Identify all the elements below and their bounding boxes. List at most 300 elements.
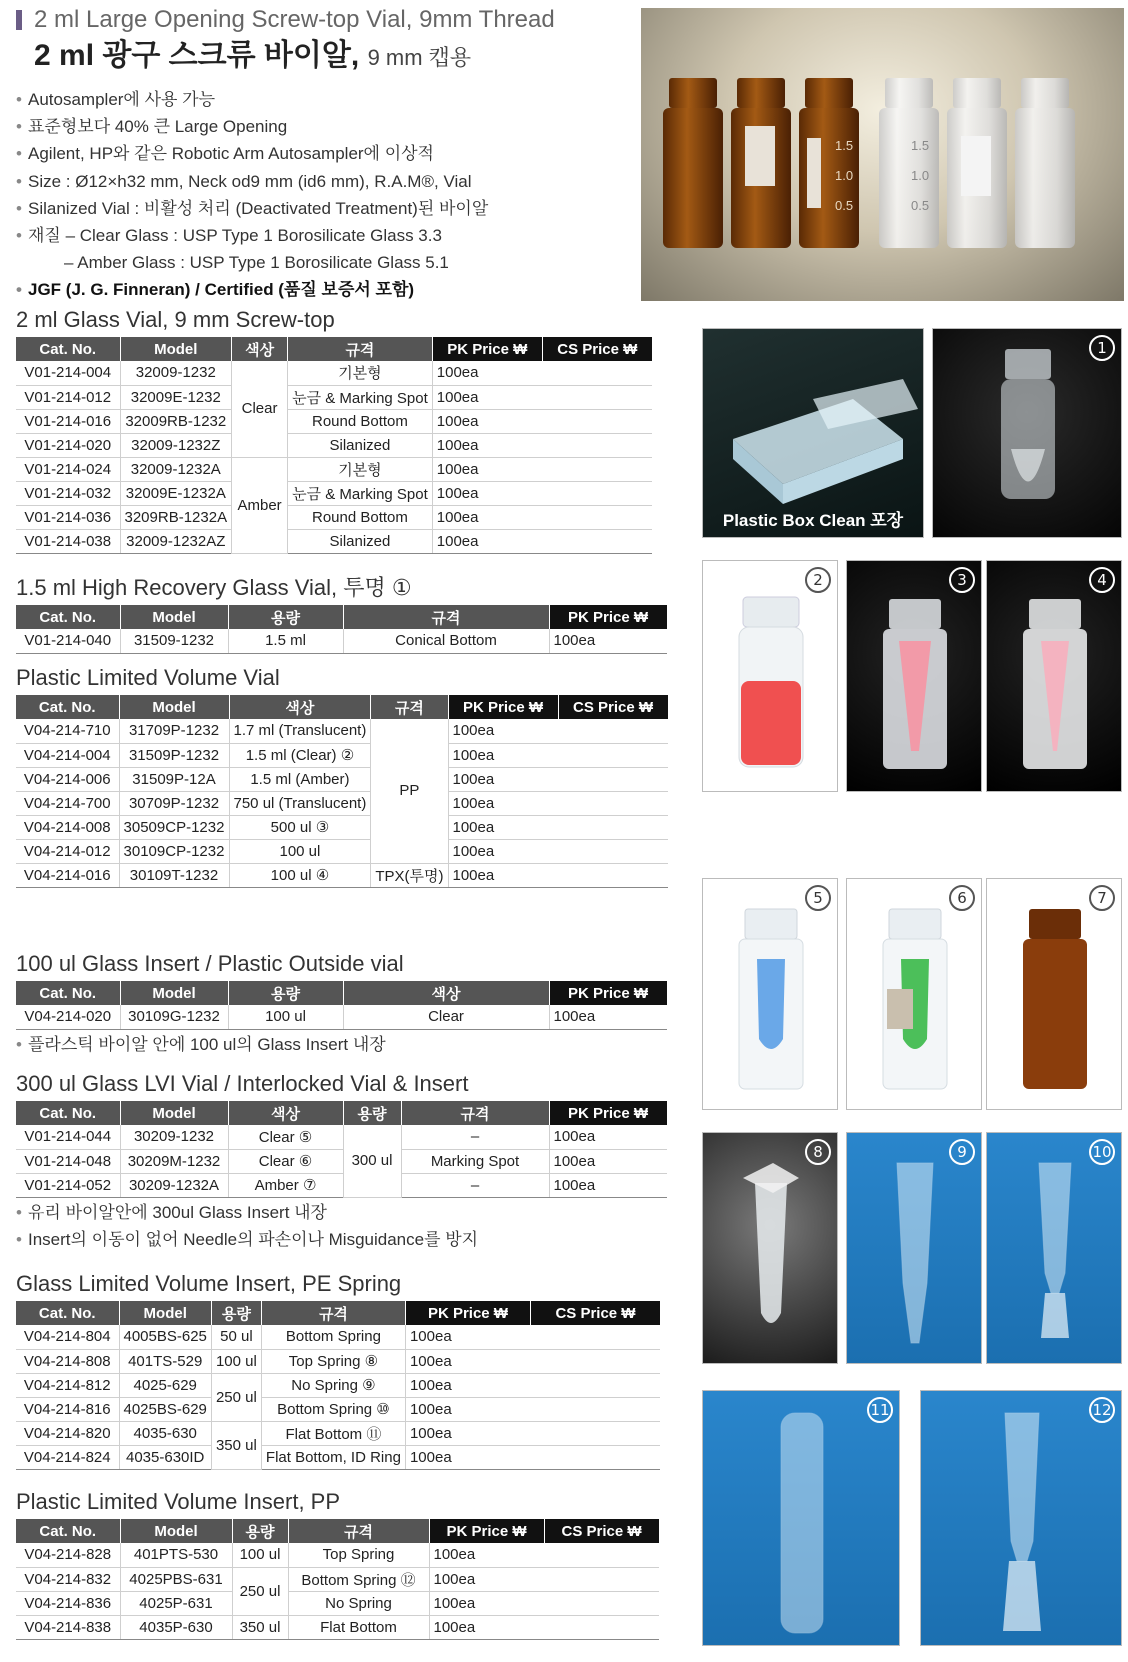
table-row (16, 457, 652, 481)
cell-cs (530, 1325, 660, 1349)
section-high-recovery-vial (16, 574, 668, 654)
cell-model: 4005BS-625 (119, 1325, 211, 1349)
col-header: Model (120, 337, 232, 361)
section-2ml-glass-vial (16, 306, 653, 554)
col-header: 색상 (229, 695, 371, 719)
table-row (16, 767, 668, 791)
spec-table (16, 1519, 660, 1640)
table-row (16, 743, 668, 767)
table-row (16, 1349, 660, 1373)
vial-illustration (933, 329, 1122, 538)
cell-cat-no: V01-214-044 (16, 1125, 120, 1149)
col-header: 색상 (228, 1101, 343, 1125)
cell-pk: 100ea (448, 815, 558, 839)
table-row (16, 1325, 660, 1349)
col-header: 용량 (343, 1101, 401, 1125)
col-header: Cat. No. (16, 1301, 119, 1325)
cell-cat-no: V01-214-038 (16, 529, 120, 553)
cell-model: 32009RB-1232 (120, 409, 232, 433)
photo-vial-3 (846, 560, 982, 792)
cell-spec: No Spring ⑨ (261, 1373, 405, 1397)
cell-cat-no: V01-214-016 (16, 409, 120, 433)
table-row (16, 1567, 659, 1591)
photo-insert-10 (986, 1132, 1122, 1364)
cell-cat-no: V01-214-012 (16, 385, 120, 409)
cell-cs (544, 1615, 659, 1639)
cell-cs (544, 1591, 659, 1615)
table-header-row (16, 1519, 659, 1543)
cell-volume: 300 ul (343, 1125, 401, 1197)
cell-spec: 눈금 & Marking Spot (288, 385, 433, 409)
col-header: PK Price ₩ (549, 605, 667, 629)
col-header: 규격 (288, 1519, 429, 1543)
cell-spec: 기본형 (288, 361, 433, 385)
col-header: 색상 (343, 981, 549, 1005)
cell-pk: 100ea (549, 1125, 667, 1149)
cell-cat-no: V04-214-828 (16, 1543, 120, 1567)
cell-pk: 100ea (405, 1445, 530, 1469)
hero-vials-photo (641, 8, 1124, 301)
cell-model: 30709P-1232 (119, 791, 229, 815)
cell-pk: 100ea (405, 1421, 530, 1445)
col-header: CS Price ₩ (558, 695, 668, 719)
cell-cs (542, 409, 652, 433)
col-header: 규격 (261, 1301, 405, 1325)
cell-cs (542, 433, 652, 457)
cell-spec: Round Bottom (288, 505, 433, 529)
cell-pk: 100ea (549, 1005, 667, 1029)
spec-table (16, 981, 668, 1030)
cell-model: 32009-1232A (120, 457, 232, 481)
hero-mark-text: 1.5 (835, 138, 854, 153)
cell-cat-no: V04-214-020 (16, 1005, 120, 1029)
cell-spec: Silanized (288, 433, 433, 457)
cell-cat-no: V01-214-024 (16, 457, 120, 481)
cell-cs (542, 385, 652, 409)
cell-spec: Bottom Spring ⑫ (288, 1567, 429, 1591)
table-row (16, 529, 652, 553)
col-header: Cat. No. (16, 981, 120, 1005)
cell-model: 4025P-631 (120, 1591, 232, 1615)
feature-item: • 재질 – Clear Glass : USP Type 1 Borosilicate Glass 3.3 (16, 222, 646, 249)
cell-cat-no: V04-214-820 (16, 1421, 119, 1445)
col-header: PK Price ₩ (405, 1301, 530, 1325)
cell-spec: Round Bottom (288, 409, 433, 433)
cell-color: 1.5 ml (Clear) ② (229, 743, 371, 767)
spec-table (16, 695, 669, 888)
cell-volume: 350 ul (232, 1615, 288, 1639)
table-row (16, 385, 652, 409)
table-header-row (16, 605, 667, 629)
vial-illustration (847, 879, 982, 1110)
cell-cs (544, 1543, 659, 1567)
cell-color: Clear ⑥ (228, 1149, 343, 1173)
cell-cat-no: V04-214-710 (16, 719, 119, 743)
feature-list (16, 86, 646, 304)
cell-model: 30209-1232A (120, 1173, 228, 1197)
amber-vial-1 (663, 78, 723, 248)
cell-color: 100 ul ④ (229, 863, 371, 887)
cell-pk: 100ea (432, 505, 542, 529)
table-row (16, 1125, 667, 1149)
photo-insert-9 (846, 1132, 982, 1364)
cell-cs (542, 361, 652, 385)
cell-cs (558, 791, 668, 815)
col-header: PK Price ₩ (432, 337, 542, 361)
cell-cat-no: V04-214-832 (16, 1567, 120, 1591)
cell-model: 30109T-1232 (119, 863, 229, 887)
section-title: Plastic Limited Volume Vial (16, 665, 280, 690)
title-korean-sub: 9 mm 캡용 (367, 45, 472, 70)
section-title: 1.5 ml High Recovery Glass Vial, 투명 ① (16, 575, 412, 600)
photo-vial-6 (846, 878, 982, 1110)
table-row (16, 1373, 660, 1397)
cell-model: 4035P-630 (120, 1615, 232, 1639)
cell-cat-no: V01-214-020 (16, 433, 120, 457)
cell-pk: 100ea (405, 1325, 530, 1349)
photo-number: 8 (805, 1139, 831, 1165)
spec-table (16, 337, 653, 554)
photo-number: 3 (949, 567, 975, 593)
cell-pk: 100ea (429, 1615, 544, 1639)
cell-color: Amber ⑦ (228, 1173, 343, 1197)
table-row (16, 1591, 659, 1615)
section-plastic-lv-vial (16, 664, 669, 888)
cell-cat-no: V04-214-008 (16, 815, 119, 839)
hero-mark-text: 0.5 (911, 198, 930, 213)
table-row (16, 481, 652, 505)
cell-cs (558, 863, 668, 887)
table-row (16, 361, 652, 385)
spec-table (16, 605, 668, 654)
cell-color: 500 ul ③ (229, 815, 371, 839)
cell-cs (530, 1421, 660, 1445)
col-header: 규격 (343, 605, 549, 629)
photo-number: 5 (805, 885, 831, 911)
col-header: 규격 (401, 1101, 549, 1125)
feature-item: • Agilent, HP와 같은 Robotic Arm Autosampler에 이상적 (16, 140, 646, 167)
col-header: 용량 (232, 1519, 288, 1543)
cell-spec: PP (371, 719, 448, 863)
cell-color: 1.5 ml (Amber) (229, 767, 371, 791)
photo-vial-1 (932, 328, 1122, 538)
cell-cat-no: V04-214-004 (16, 743, 119, 767)
table-row (16, 719, 668, 743)
cell-cat-no: V01-214-052 (16, 1173, 120, 1197)
table-row (16, 863, 668, 887)
col-header: 용량 (228, 981, 343, 1005)
col-header: CS Price ₩ (544, 1519, 659, 1543)
cell-model: 4025BS-629 (119, 1397, 211, 1421)
cell-spec: Top Spring (288, 1543, 429, 1567)
cell-pk: 100ea (432, 433, 542, 457)
insert-illustration (921, 1391, 1122, 1646)
cell-cat-no: V01-214-048 (16, 1149, 120, 1173)
cell-model: 31509P-1232 (119, 743, 229, 767)
cell-color: Amber (232, 457, 288, 553)
photo-plastic-box (702, 328, 924, 538)
table-row (16, 791, 668, 815)
table-row (16, 1397, 660, 1421)
hero-mark-text: 1.0 (911, 168, 930, 183)
col-header: 규격 (371, 695, 448, 719)
photo-number: 4 (1089, 567, 1115, 593)
insert-illustration (987, 1133, 1122, 1364)
feature-item: • Size : Ø12×h32 mm, Neck od9 mm (id6 mm), R.A.M®, Vial (16, 168, 646, 195)
cell-pk: 100ea (405, 1349, 530, 1373)
cell-cat-no: V04-214-808 (16, 1349, 119, 1373)
col-header: 용량 (211, 1301, 261, 1325)
cell-cs (542, 481, 652, 505)
col-header: CS Price ₩ (530, 1301, 660, 1325)
col-header: Model (120, 605, 228, 629)
cell-pk: 100ea (448, 791, 558, 815)
cell-spec: Flat Bottom, ID Ring (261, 1445, 405, 1469)
cell-model: 32009E-1232 (120, 385, 232, 409)
title-english: 2 ml Large Opening Screw-top Vial, 9mm Thread (16, 4, 646, 36)
cell-model: 32009E-1232A (120, 481, 232, 505)
cell-cat-no: V04-214-816 (16, 1397, 119, 1421)
note-text: • 유리 바이알안에 300ul Glass Insert 내장 (16, 1199, 668, 1226)
cell-model: 4025PBS-631 (120, 1567, 232, 1591)
col-header: 용량 (228, 605, 343, 629)
section-title: Plastic Limited Volume Insert, PP (16, 1489, 341, 1514)
title-korean (16, 36, 646, 78)
section-glass-lv-insert (16, 1270, 661, 1470)
cell-model: 30209M-1232 (120, 1149, 228, 1173)
note-text: • Insert의 이동이 없어 Needle의 파손이나 Misguidance를 방지 (16, 1226, 668, 1253)
cell-cs (558, 815, 668, 839)
cell-model: 4025-629 (119, 1373, 211, 1397)
table-header-row (16, 1301, 660, 1325)
cell-spec: Top Spring ⑧ (261, 1349, 405, 1373)
cell-model: 401TS-529 (119, 1349, 211, 1373)
page-header (16, 4, 646, 78)
cell-spec: – (401, 1173, 549, 1197)
cell-volume: 100 ul (228, 1005, 343, 1029)
cell-pk: 100ea (432, 457, 542, 481)
cell-color: 750 ul (Translucent) (229, 791, 371, 815)
note-text: • 플라스틱 바이알 안에 100 ul의 Glass Insert 내장 (16, 1031, 668, 1058)
cell-cs (558, 743, 668, 767)
cell-cat-no: V04-214-016 (16, 863, 119, 887)
vial-illustration (987, 561, 1122, 792)
cell-spec: Flat Bottom (288, 1615, 429, 1639)
cell-color: Clear ⑤ (228, 1125, 343, 1149)
cell-model: 30509CP-1232 (119, 815, 229, 839)
section-lvi-vial (16, 1070, 668, 1253)
table-row (16, 1173, 667, 1197)
col-header: Model (120, 1519, 232, 1543)
section-glass-insert-plastic-vial (16, 950, 668, 1058)
cell-pk: 100ea (432, 385, 542, 409)
cell-pk: 100ea (405, 1373, 530, 1397)
feature-item: • Silanized Vial : 비활성 처리 (Deactivated Treatment)된 바이알 (16, 195, 646, 222)
cell-color: Clear (343, 1005, 549, 1029)
hero-mark-text: 0.5 (835, 198, 854, 213)
cell-model: 31509P-12A (119, 767, 229, 791)
col-header: Model (119, 1301, 211, 1325)
section-title: 300 ul Glass LVI Vial / Interlocked Vial & Insert (16, 1071, 469, 1096)
cell-spec: Bottom Spring (261, 1325, 405, 1349)
cell-pk: 100ea (432, 481, 542, 505)
cell-model: 32009-1232 (120, 361, 232, 385)
cell-volume: 50 ul (211, 1325, 261, 1349)
table-header-row (16, 695, 668, 719)
cell-cs (558, 767, 668, 791)
cell-cs (558, 719, 668, 743)
section-title: 2 ml Glass Vial, 9 mm Screw-top (16, 307, 335, 332)
cell-cat-no: V01-214-036 (16, 505, 120, 529)
col-header: Cat. No. (16, 605, 120, 629)
clear-vial-2 (947, 78, 1007, 248)
photo-number: 9 (949, 1139, 975, 1165)
cell-model: 32009-1232AZ (120, 529, 232, 553)
cell-cs (530, 1349, 660, 1373)
photo-insert-8 (702, 1132, 838, 1364)
cell-volume: 100 ul (211, 1349, 261, 1373)
photo-number: 10 (1089, 1139, 1115, 1165)
cell-color: 100 ul (229, 839, 371, 863)
cell-pk: 100ea (432, 529, 542, 553)
cell-pk: 100ea (429, 1591, 544, 1615)
feature-item: – Amber Glass : USP Type 1 Borosilicate Glass 5.1 (64, 253, 449, 273)
col-header: Model (120, 981, 228, 1005)
table-row (16, 1005, 667, 1029)
cell-model: 3209RB-1232A (120, 505, 232, 529)
vial-illustration (987, 879, 1122, 1110)
col-header: PK Price ₩ (549, 981, 667, 1005)
photo-insert-11 (702, 1390, 900, 1646)
photo-number: 6 (949, 885, 975, 911)
cell-model: 4035-630 (119, 1421, 211, 1445)
spec-table (16, 1301, 661, 1470)
cell-cat-no: V01-214-040 (16, 629, 120, 653)
spec-table (16, 1101, 668, 1198)
cell-volume: 100 ul (232, 1543, 288, 1567)
cell-spec: Bottom Spring ⑩ (261, 1397, 405, 1421)
cell-pk: 100ea (549, 1149, 667, 1173)
photo-vial-4 (986, 560, 1122, 792)
col-header: 색상 (232, 337, 288, 361)
cell-model: 32009-1232Z (120, 433, 232, 457)
cell-pk: 100ea (448, 743, 558, 767)
table-row (16, 409, 652, 433)
insert-illustration (703, 1391, 900, 1646)
cell-cat-no: V04-214-824 (16, 1445, 119, 1469)
photo-number: 11 (867, 1397, 893, 1423)
cell-spec: 눈금 & Marking Spot (288, 481, 433, 505)
col-header: PK Price ₩ (448, 695, 558, 719)
photo-number: 7 (1089, 885, 1115, 911)
feature-item: • Autosampler에 사용 가능 (16, 86, 646, 113)
col-header: 규격 (288, 337, 433, 361)
cell-pk: 100ea (549, 629, 667, 653)
cell-cs (558, 839, 668, 863)
table-header-row (16, 337, 652, 361)
cell-spec: Silanized (288, 529, 433, 553)
table-row (16, 1615, 659, 1639)
cell-spec: – (401, 1125, 549, 1149)
cell-model: 401PTS-530 (120, 1543, 232, 1567)
amber-vial-3 (799, 78, 859, 248)
vial-illustration (847, 561, 982, 792)
table-header-row (16, 1101, 667, 1125)
table-row (16, 433, 652, 457)
section-title: 100 ul Glass Insert / Plastic Outside vial (16, 951, 404, 976)
photo-vial-7 (986, 878, 1122, 1110)
table-row (16, 505, 652, 529)
col-header: Cat. No. (16, 695, 119, 719)
clear-vial-3 (1015, 78, 1075, 248)
cell-cat-no: V04-214-804 (16, 1325, 119, 1349)
hero-mark-text: 1.5 (911, 138, 930, 153)
cell-model: 30109CP-1232 (119, 839, 229, 863)
cell-cs (530, 1445, 660, 1469)
cell-cat-no: V01-214-004 (16, 361, 120, 385)
cell-cat-no: V04-214-836 (16, 1591, 120, 1615)
col-header: Cat. No. (16, 1519, 120, 1543)
col-header: Model (119, 695, 229, 719)
cell-pk: 100ea (405, 1397, 530, 1421)
table-header-row (16, 981, 667, 1005)
cell-spec: Marking Spot (401, 1149, 549, 1173)
cell-pk: 100ea (549, 1173, 667, 1197)
table-row (16, 629, 667, 653)
cell-pk: 100ea (448, 719, 558, 743)
cell-cat-no: V04-214-812 (16, 1373, 119, 1397)
cell-cat-no: V01-214-032 (16, 481, 120, 505)
table-row (16, 839, 668, 863)
photo-number: 1 (1089, 335, 1115, 361)
col-header: CS Price ₩ (542, 337, 652, 361)
cell-volume: 1.5 ml (228, 629, 343, 653)
cell-cat-no: V04-214-012 (16, 839, 119, 863)
cell-cat-no: V04-214-838 (16, 1615, 120, 1639)
table-row (16, 815, 668, 839)
vial-illustration (703, 561, 838, 792)
col-header: PK Price ₩ (549, 1101, 667, 1125)
col-header: Cat. No. (16, 1101, 120, 1125)
cell-pk: 100ea (448, 767, 558, 791)
photo-insert-12 (920, 1390, 1122, 1646)
cell-cs (530, 1397, 660, 1421)
hero-mark-text: 1.0 (835, 168, 854, 183)
col-header: PK Price ₩ (429, 1519, 544, 1543)
vial-illustration (703, 879, 838, 1110)
cell-spec: No Spring (288, 1591, 429, 1615)
cell-pk: 100ea (448, 863, 558, 887)
cell-pk: 100ea (432, 409, 542, 433)
cell-model: 4035-630ID (119, 1445, 211, 1469)
cell-color: 1.7 ml (Translucent) (229, 719, 371, 743)
hero-vials-illustration (641, 8, 1124, 301)
feature-item: • 표준형보다 40% 큰 Large Opening (16, 113, 646, 140)
cell-volume: 250 ul (232, 1567, 288, 1615)
cell-cs (544, 1567, 659, 1591)
insert-illustration (847, 1133, 982, 1364)
cell-spec: Conical Bottom (343, 629, 549, 653)
table-row (16, 1149, 667, 1173)
section-title: Glass Limited Volume Insert, PE Spring (16, 1271, 402, 1296)
cell-model: 30209-1232 (120, 1125, 228, 1149)
photo-vial-2 (702, 560, 838, 792)
photo-vial-5 (702, 878, 838, 1110)
cell-cs (542, 457, 652, 481)
photo-number: 12 (1089, 1397, 1115, 1423)
cell-cs (542, 505, 652, 529)
insert-illustration (703, 1133, 838, 1364)
